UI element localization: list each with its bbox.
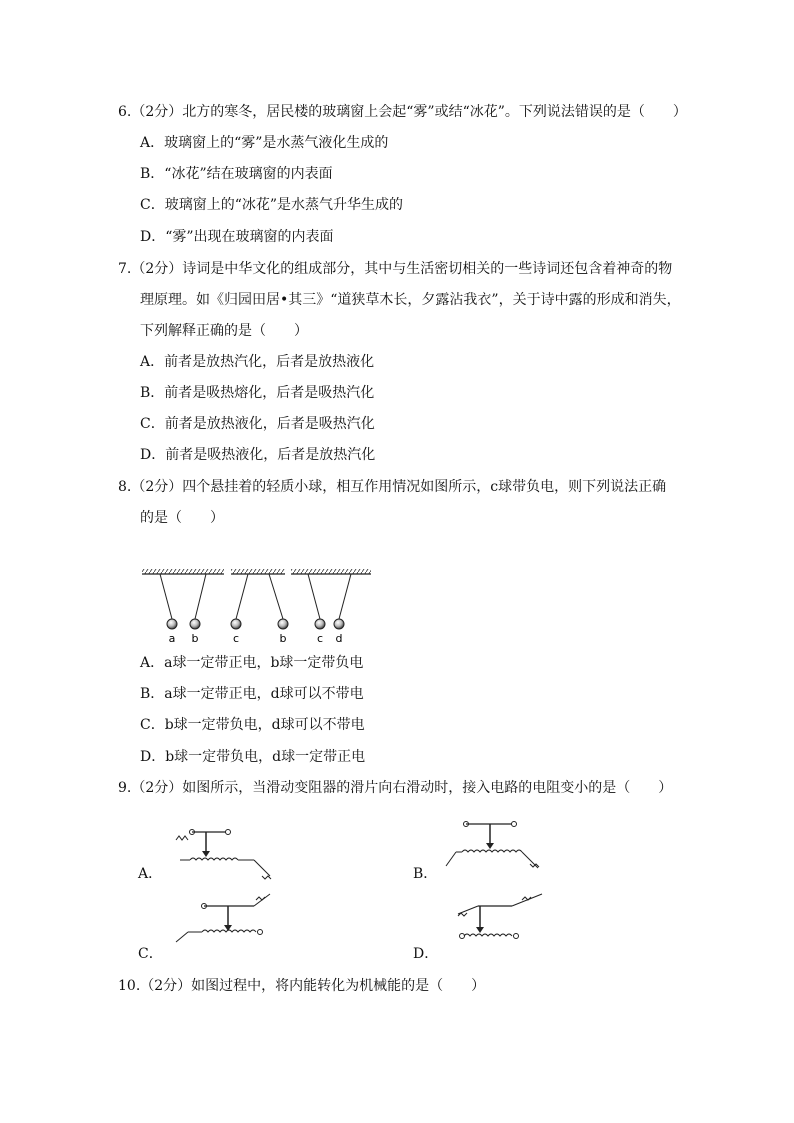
question-9-option-a-label: A． [138, 866, 163, 882]
question-8-stem-line-2: 的是（ ） [140, 510, 224, 526]
rheostat-figure-b [442, 814, 552, 876]
question-9-option-c-label: C． [138, 946, 163, 962]
question-9-option-b-label: B． [413, 866, 438, 882]
question-7-stem-line-3: 下列解释正确的是（ ） [140, 323, 308, 339]
question-6-option-c: C．玻璃窗上的“冰花”是水蒸气升华生成的 [140, 197, 404, 213]
ball-label-c-right: c [316, 632, 324, 645]
question-6-option-d: D．“雾”出现在玻璃窗的内表面 [140, 229, 334, 245]
question-6-option-b: B．“冰花”结在玻璃窗的内表面 [140, 166, 333, 182]
ball-a [167, 619, 177, 629]
ball-label-a: a [168, 632, 176, 645]
ball-b-right [278, 619, 288, 629]
hanging-balls-figure [138, 566, 374, 648]
ball-label-b-right: b [279, 632, 287, 645]
question-7-option-b: B．前者是吸热熔化，后者是吸热汽化 [140, 385, 375, 401]
question-7-stem-line-2: 理原理。如《归园田居•其三》“道狭草木长，夕露沾我衣”，关于诗中露的形成和消失， [140, 292, 681, 308]
ceiling-middle [231, 569, 285, 574]
ball-d [334, 619, 344, 629]
question-9-option-d-label: D． [413, 946, 439, 962]
ball-b-left [190, 619, 200, 629]
question-7-option-c: C．前者是放热液化，后者是吸热汽化 [140, 416, 375, 432]
ceiling-right [291, 569, 371, 574]
ceiling-left [142, 569, 224, 574]
ball-c-left [231, 619, 241, 629]
question-8-stem-line-1: 8.（2分）四个悬挂着的轻质小球，相互作用情况如图所示，c球带负电，则下列说法正确 [118, 479, 667, 495]
ball-label-d: d [335, 632, 343, 645]
rheostat-figure-c [168, 890, 280, 950]
question-7-option-a: A．前者是放热汽化，后者是放热液化 [140, 354, 375, 370]
rheostat-figure-a [170, 822, 280, 884]
question-8-option-c: C．b球一定带负电，d球可以不带电 [140, 717, 365, 733]
question-6-stem: 6.（2分）北方的寒冬，居民楼的玻璃窗上会起“雾”或结“冰花”。下列说法错误的是（ ） [118, 104, 687, 120]
question-10-stem: 10.（2分）如图过程中，将内能转化为机械能的是（ ） [118, 978, 486, 994]
rheostat-figure-d [446, 888, 558, 950]
ball-c-right [315, 619, 325, 629]
question-7-option-d: D．前者是吸热液化，后者是放热汽化 [140, 447, 376, 463]
ball-label-b-left: b [191, 632, 199, 645]
question-7-stem-line-1: 7.（2分）诗词是中华文化的组成部分，其中与生活密切相关的一些诗词还包含着神奇的物 [118, 261, 673, 277]
question-8-option-d: D．b球一定带负电，d球一定带正电 [140, 749, 366, 765]
question-8-option-b: B．a球一定带正电，d球可以不带电 [140, 686, 364, 702]
question-9-stem: 9.（2分）如图所示，当滑动变阻器的滑片向右滑动时，接入电路的电阻变小的是（ ） [118, 780, 673, 796]
question-6-option-a: A．玻璃窗上的“雾”是水蒸气液化生成的 [140, 135, 389, 151]
ball-label-c-left: c [232, 632, 240, 645]
question-8-option-a: A．a球一定带正电，b球一定带负电 [140, 655, 364, 671]
